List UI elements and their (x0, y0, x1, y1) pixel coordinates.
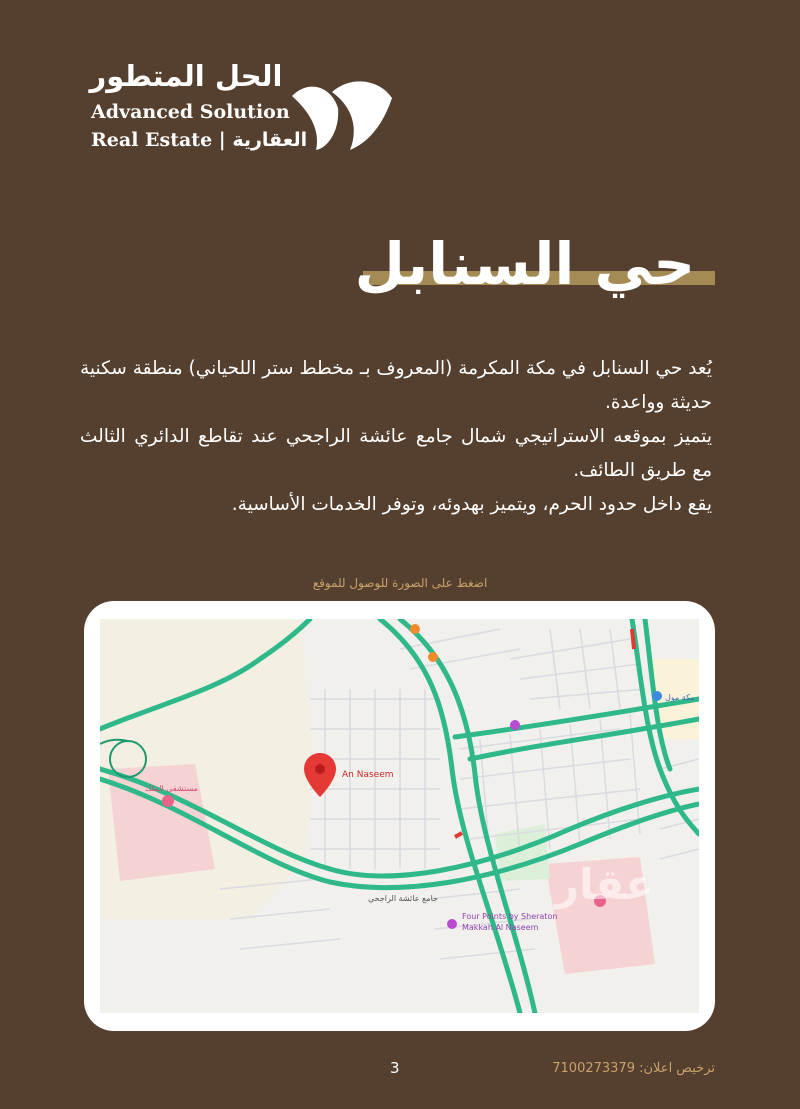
description-paragraph: يقع داخل حدود الحرم، ويتميز بهدوئه، وتوفر الخدمات الأساسية. (231, 494, 712, 515)
location-map[interactable] (84, 601, 715, 1031)
map-watermark: عقار (555, 860, 654, 909)
map-hint: اضغط على الصورة للوصول للموقع (312, 576, 488, 590)
page-number: 3 (390, 1059, 400, 1077)
brand-separator: | (218, 129, 226, 151)
brand-name-arabic: الحل المتطور (89, 59, 283, 93)
brand-logo (88, 58, 408, 158)
ad-license (552, 1061, 715, 1076)
brand-subtitle (91, 128, 307, 152)
mosque-label: جامع عائشة الراجحي (368, 894, 438, 903)
logo-mark-icon (288, 70, 396, 154)
license-label: ترخيص اعلان: (639, 1061, 715, 1076)
license-number: 7100273379 (552, 1061, 635, 1076)
brand-subtitle-ar: العقارية (232, 129, 308, 151)
hospital-label: مستشفى الملك (145, 784, 198, 793)
brand-name-english: Advanced Solution (91, 101, 290, 123)
description (80, 352, 712, 522)
description-paragraph: يتميز بموقعه الاستراتيجي شمال جامع عائشة الراجحي عند تقاطع الدائري الثالث مع طريق الطائف. (80, 426, 712, 481)
description-paragraph: يُعد حي السنابل في مكة المكرمة (المعروف بـ مخطط ستر اللحياني) منطقة سكنية حديثة وواعدة. (80, 358, 712, 413)
mall-label: مكة مول (665, 693, 695, 702)
brand-subtitle-en: Real Estate (91, 129, 213, 151)
hotel-label: Four Points by Sheraton (462, 912, 558, 921)
hotel-label-2: Makkah Al Naseem (462, 923, 539, 932)
page-title: حي السنابل (354, 230, 695, 298)
map-image (100, 619, 699, 1013)
pin-label: An Naseem (342, 770, 394, 780)
